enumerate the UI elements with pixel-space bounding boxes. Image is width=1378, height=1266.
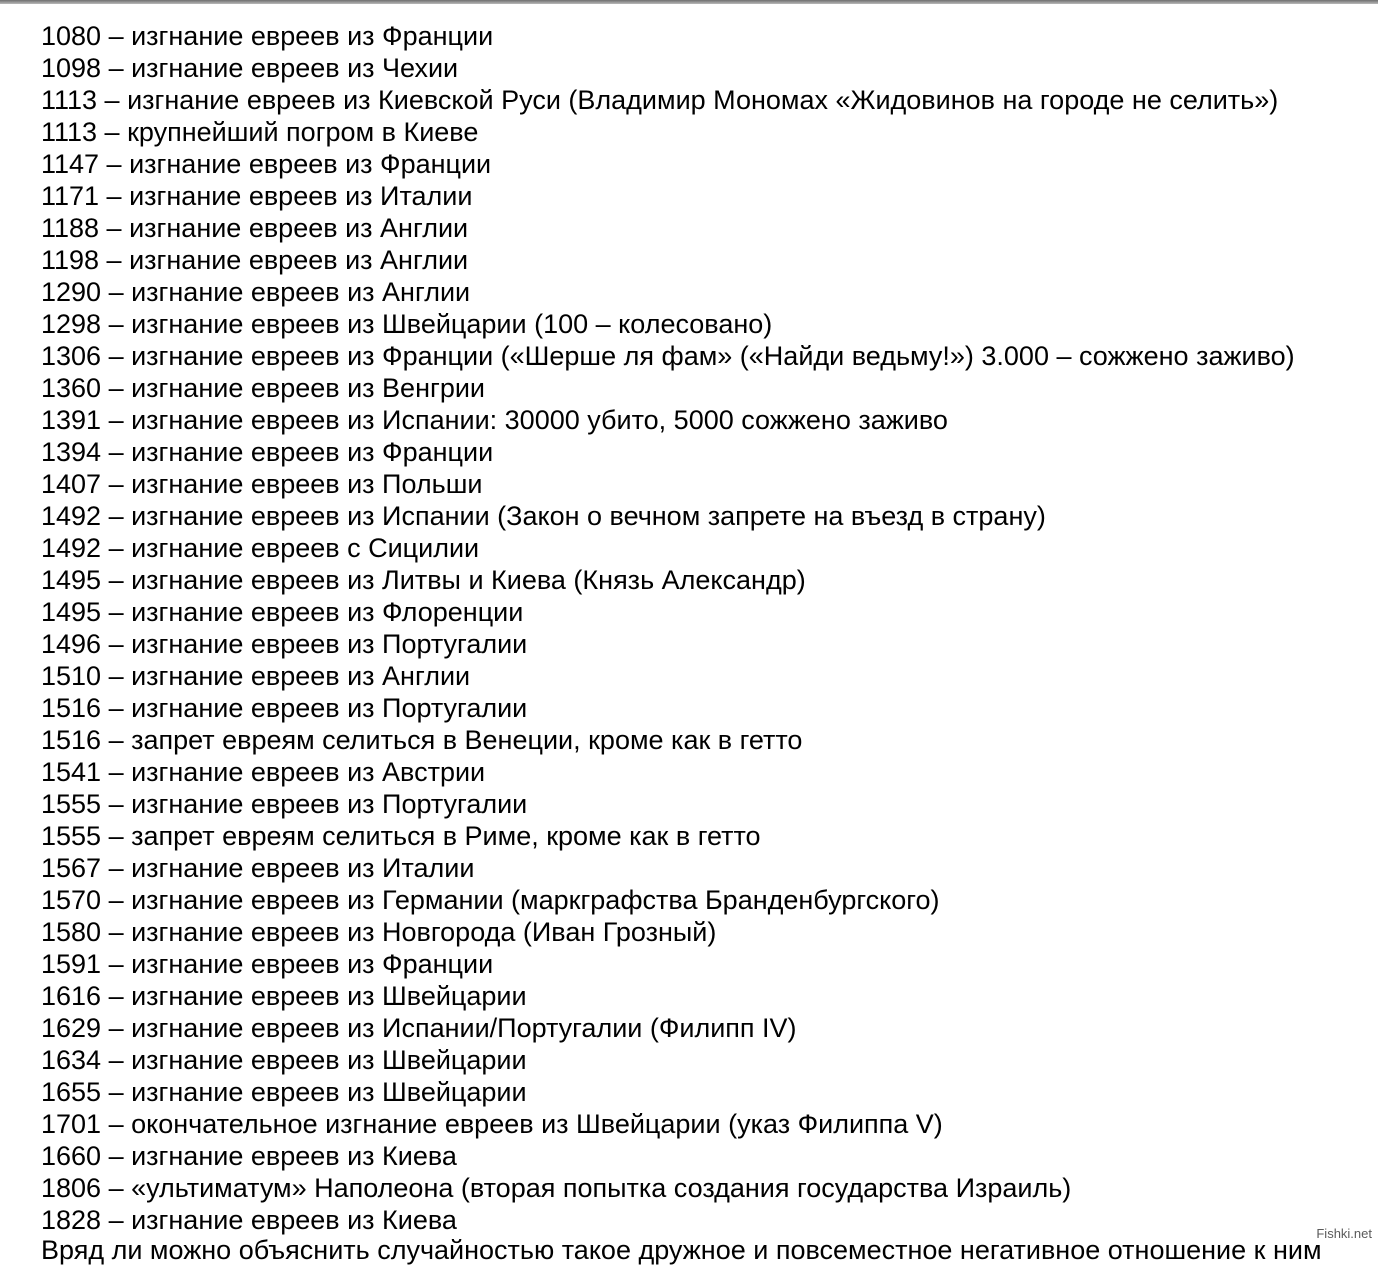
- list-item: 1591 – изгнание евреев из Франции: [41, 949, 494, 979]
- list-item: 1516 – изгнание евреев из Португалии: [41, 693, 528, 723]
- list-item: 1492 – изгнание евреев из Испании (Закон о вечном запрете на въезд в страну): [41, 501, 1046, 531]
- list-item: 1510 – изгнание евреев из Англии: [41, 661, 471, 691]
- top-border: [0, 0, 1378, 4]
- list-item: 1806 – «ультиматум» Наполеона (вторая попытка создания государства Израиль): [41, 1173, 1072, 1203]
- list-item: 1407 – изгнание евреев из Польши: [41, 469, 483, 499]
- list-item: 1828 – изгнание евреев из Киева: [41, 1205, 457, 1235]
- list-item: 1394 – изгнание евреев из Франции: [41, 437, 494, 467]
- list-item: 1113 – крупнейший погром в Киеве: [41, 117, 479, 147]
- list-item: 1298 – изгнание евреев из Швейцарии (100 – колесовано): [41, 309, 773, 339]
- list-item: 1616 – изгнание евреев из Швейцарии: [41, 981, 527, 1011]
- list-item: 1290 – изгнание евреев из Англии: [41, 277, 471, 307]
- list-item: 1634 – изгнание евреев из Швейцарии: [41, 1045, 527, 1075]
- list-item: 1171 – изгнание евреев из Италии: [41, 181, 473, 211]
- list-item: 1391 – изгнание евреев из Испании: 30000 убито, 5000 сожжено заживо: [41, 405, 948, 435]
- watermark: Fishki.net: [1316, 1226, 1372, 1241]
- list-item: 1629 – изгнание евреев из Испании/Португалии (Филипп IV): [41, 1013, 797, 1043]
- list-item: 1555 – запрет евреям селиться в Риме, кроме как в гетто: [41, 821, 761, 851]
- list-item: 1555 – изгнание евреев из Португалии: [41, 789, 528, 819]
- list-item: 1541 – изгнание евреев из Австрии: [41, 757, 486, 787]
- list-item: 1080 – изгнание евреев из Франции: [41, 21, 494, 51]
- list-item: 1360 – изгнание евреев из Венгрии: [41, 373, 486, 403]
- list-item: 1495 – изгнание евреев из Флоренции: [41, 597, 524, 627]
- list-item: 1655 – изгнание евреев из Швейцарии: [41, 1077, 527, 1107]
- list-item: 1516 – запрет евреям селиться в Венеции, кроме как в гетто: [41, 725, 803, 755]
- list-item: 1580 – изгнание евреев из Новгорода (Иван Грозный): [41, 917, 717, 947]
- list-item: 1660 – изгнание евреев из Киева: [41, 1141, 457, 1171]
- list-item: 1306 – изгнание евреев из Франции («Шерше ля фам» («Найди ведьму!») 3.000 – сожжено заживо): [41, 341, 1295, 371]
- list-item: 1188 – изгнание евреев из Англии: [41, 213, 469, 243]
- list-item: 1567 – изгнание евреев из Италии: [41, 853, 475, 883]
- list-item: 1098 – изгнание евреев из Чехии: [41, 53, 459, 83]
- list-item: 1570 – изгнание евреев из Германии (маркграфства Бранденбургского): [41, 885, 940, 915]
- list-item: 1198 – изгнание евреев из Англии: [41, 245, 469, 275]
- list-item: 1701 – окончательное изгнание евреев из Швейцарии (указ Филиппа V): [41, 1109, 943, 1139]
- chronology-list: [41, 20, 1295, 1236]
- list-item: 1496 – изгнание евреев из Португалии: [41, 629, 528, 659]
- list-item: 1495 – изгнание евреев из Литвы и Киева (Князь Александр): [41, 565, 806, 595]
- list-item: 1147 – изгнание евреев из Франции: [41, 149, 492, 179]
- list-item: 1113 – изгнание евреев из Киевской Руси (Владимир Мономах «Жидовинов на городе не селить»): [41, 85, 1279, 115]
- cutoff-text-line: Вряд ли можно объяснить случайностью такое дружное и повсеместное негативное отношение к ним: [41, 1235, 1322, 1265]
- list-item: 1492 – изгнание евреев с Сицилии: [41, 533, 480, 563]
